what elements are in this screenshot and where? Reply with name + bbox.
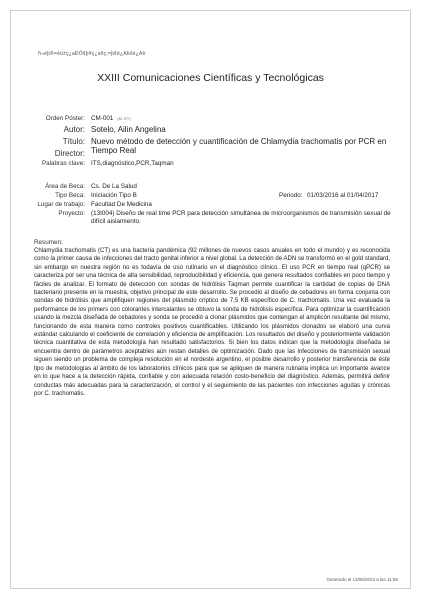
resumen-text: Chlamydia trachomatis (CT) es una bacteria pandémica (92 millones de nuevos casos anuales en todo el mundo) y es reconocida como la primer causa de infecciones del tracto genital inferior a nivel global. La detección de ADN se transformó en el gold standard, sin embargo en nuestra región no es todavía de uso rutinario en el diagnóstico clínico. El uso PCR en tiempo real (qPCR) se caracteriza por ser una técnica de alta sensibilidad, reproducibilidad y eficiencia, que genera resultados confiables en poco tiempo y fáciles de analizar. El formato de detección con sondas de hidrólisis Taqman permite cuantificar la cantidad de copias de DNA bacteriano presente en la muestra, objetivo principal de este desarrollo. Se procedió al diseño de cebadores en forma conjunta con sondas de hidrólisis que amplifiquen regiones del plásmido críptico de 7,5 KB específico de C. trachomatis. Una vez evaluada la performance de los primers con colorantes intercalantes se obtuvo la sonda de hidrólisis específica. Para optimizar la cuantificación usando la mezcla diseñada de cebadores y sonda se procedió a clonar plásmidos que contengan el amplicón resultante del mismo, funcionando de esta manera como controles positivos cuantificables. Utilizando los plásmidos clonados se elaboró una curva estándar calculando el coeficiente de correlación y eficiencia de amplificación. Los resultados del diseño y posteriormente validación técnica cuantitativa de esta metodología han resultado satisfactorios. Si bien los datos indican que la metodología diseñada se encuentra dentro de parámetros aceptables aún restan detalles de optimización. Dado que las infecciones de transmisión sexual siguen siendo un problema de compleja resolución en el nordeste argentino, el posible desarrollo y posterior transferencia de éste tipo de metodologías al ámbito de los laboratorios clínicos para que se apliquen de manera rutinaria implica un importante avance en lo que hace a la detección rápida, confiable y con adecuada relación costo-beneficio del diagnóstico. Además, permitirá definir conductas más adecuadas para la caracterización, el control y el seguimiento de las pacientes con infecciones agudas y crónicas por C. trachomatis. (34, 248, 390, 397)
orden-id: (ID: 977) (117, 117, 132, 121)
autor-value: Sotelo, Ailin Angelina (91, 125, 166, 134)
orden-value: CM-001 (ID: 977) (91, 115, 132, 122)
tipo-value: Iniciación Tipo B (91, 192, 137, 199)
palabras-label: Palabras clave: (41, 160, 85, 167)
resumen-label: Resumen: (34, 239, 63, 246)
director-label: Director: (54, 149, 85, 158)
periodo-value: 01/03/2016 al 01/04/2017 (307, 192, 379, 199)
proyecto-label: Proyecto: (58, 210, 85, 217)
tipo-label: Tipo Beca: (55, 192, 85, 199)
titulo-value: Nuevo método de detección y cuantificación de Chlamydia trachomatis por PCR en Tiempo Real (91, 137, 387, 155)
periodo-label: Periodo: (279, 192, 303, 199)
palabras-value: ITS,diagnóstico,PCR,Taqman (91, 160, 174, 167)
orden-label: Orden Póster: (45, 115, 85, 122)
area-label: Área de Beca: (45, 183, 85, 190)
lugar-value: Facultad De Medicina (91, 201, 152, 208)
page-title: XXIII Comunicaciones Científicas y Tecnológicas (97, 72, 324, 84)
lugar-label: Lugar de trabajo: (37, 201, 85, 208)
area-value: Cs. De La Salud (91, 183, 137, 190)
document-page (10, 10, 411, 589)
titulo-label: Título: (62, 137, 85, 146)
proyecto-value: (13I004) Diseño de real time PCR para detección simultánea de microorganismos de transmisión sexual de difícil aislamiento. (91, 210, 391, 225)
header-garbled-text: ñ¬éþ®=éü±ç¿aÐÖ¢þ¥ç¿añç;=þ¢é¿Abðé¿Atr (38, 51, 146, 57)
autor-label: Autor: (63, 125, 85, 134)
footer-generated: Generado el 13/06/2023 a las 11:55 (326, 577, 398, 582)
